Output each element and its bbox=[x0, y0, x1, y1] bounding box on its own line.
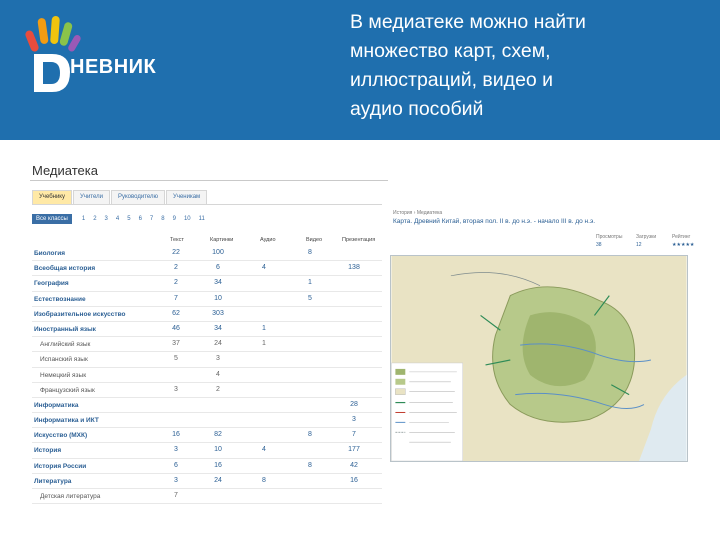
pager-grade-4[interactable]: 4 bbox=[115, 216, 120, 222]
meta-views bbox=[596, 234, 622, 248]
table-row bbox=[32, 261, 382, 276]
count-video[interactable]: 8 bbox=[308, 249, 312, 256]
audience-tabs bbox=[32, 190, 208, 204]
table-body bbox=[32, 246, 382, 504]
column-header-video: Видео bbox=[306, 237, 323, 243]
subject-link[interactable]: Литература bbox=[34, 477, 72, 485]
count-pres[interactable]: 7 bbox=[352, 431, 356, 439]
count-video[interactable]: 8 bbox=[308, 461, 312, 469]
count-images[interactable]: 3 bbox=[216, 355, 220, 363]
count-text[interactable]: 16 bbox=[172, 431, 180, 439]
count-images[interactable]: 303 bbox=[212, 309, 224, 317]
media-table bbox=[32, 236, 382, 504]
pager-grade-2[interactable]: 2 bbox=[93, 216, 97, 222]
table-row bbox=[32, 368, 382, 383]
count-images[interactable]: 16 bbox=[214, 461, 222, 469]
meta-label: Рейтинг bbox=[672, 234, 691, 240]
subject-link[interactable]: Искусство (МХК) bbox=[34, 432, 88, 440]
count-images[interactable]: 34 bbox=[214, 324, 222, 332]
legend-swatch bbox=[395, 389, 405, 395]
table-row bbox=[32, 489, 382, 504]
subject-link[interactable]: Французский язык bbox=[40, 386, 95, 394]
table-header bbox=[32, 236, 382, 246]
legend-swatch bbox=[395, 379, 405, 385]
pager-grade-1[interactable]: 1 bbox=[81, 216, 86, 222]
meta-value: ★★★★★ bbox=[672, 242, 695, 248]
meta-downloads bbox=[636, 234, 656, 248]
tab-uchebniku[interactable]: Учебнику bbox=[32, 190, 72, 204]
count-pres[interactable]: 177 bbox=[348, 446, 360, 454]
subject-link[interactable]: География bbox=[34, 280, 69, 288]
count-text[interactable]: 7 bbox=[174, 294, 178, 302]
table-row bbox=[32, 337, 382, 352]
subject-link[interactable]: Всеобщая история bbox=[34, 265, 96, 273]
count-text[interactable]: 3 bbox=[174, 446, 178, 454]
subject-link[interactable]: Биология bbox=[34, 250, 65, 257]
count-video[interactable]: 1 bbox=[308, 279, 312, 287]
count-pres[interactable]: 42 bbox=[350, 461, 358, 469]
pager-grade-7[interactable]: 7 bbox=[149, 216, 154, 222]
logo-wordmark: НЕВНИК bbox=[70, 56, 157, 78]
subject-link[interactable]: Информатика и ИКТ bbox=[34, 417, 99, 425]
subject-link[interactable]: Естествознание bbox=[34, 295, 86, 303]
count-text[interactable]: 5 bbox=[174, 355, 178, 363]
count-text[interactable]: 62 bbox=[172, 309, 180, 317]
table-row bbox=[32, 398, 382, 413]
count-pres[interactable]: 28 bbox=[350, 400, 358, 408]
table-row bbox=[32, 292, 382, 307]
divider bbox=[32, 204, 382, 205]
column-header-audio: Аудио bbox=[260, 237, 276, 243]
count-pres[interactable]: 138 bbox=[348, 264, 360, 272]
meta-value: 12 bbox=[636, 242, 642, 248]
count-text[interactable]: 3 bbox=[174, 476, 178, 484]
subject-link[interactable]: Детская литература bbox=[40, 493, 101, 500]
subject-link[interactable]: История России bbox=[34, 462, 87, 470]
count-video[interactable]: 8 bbox=[308, 431, 312, 439]
table-row bbox=[32, 428, 382, 443]
count-images[interactable]: 82 bbox=[214, 431, 222, 439]
table-row bbox=[32, 459, 382, 474]
map-title[interactable]: Карта. Древний Китай, вторая пол. II в. до н.э. - начало III в. до н.э. bbox=[393, 218, 596, 225]
count-text[interactable]: 7 bbox=[174, 492, 178, 499]
slide-tagline bbox=[350, 8, 710, 124]
count-images[interactable]: 6 bbox=[216, 264, 220, 272]
count-images[interactable]: 24 bbox=[214, 340, 222, 348]
pager-grade-11[interactable]: 11 bbox=[198, 216, 205, 222]
meta-label: Просмотры bbox=[596, 234, 623, 240]
subject-link[interactable]: Испанский язык bbox=[40, 356, 88, 364]
count-images[interactable]: 2 bbox=[216, 385, 220, 393]
tagline-line: В медиатеке можно найти bbox=[350, 11, 586, 33]
table-row bbox=[32, 307, 382, 322]
pager-grade-10[interactable]: 10 bbox=[183, 216, 191, 222]
table-row bbox=[32, 276, 382, 291]
count-images[interactable]: 4 bbox=[216, 370, 220, 378]
table-row bbox=[32, 413, 382, 428]
count-images[interactable]: 24 bbox=[214, 476, 222, 484]
pager-grade-9[interactable]: 9 bbox=[172, 216, 176, 222]
count-text[interactable]: 3 bbox=[174, 385, 178, 393]
count-text[interactable]: 22 bbox=[172, 249, 180, 256]
map-core-territory bbox=[523, 312, 596, 386]
map-card bbox=[390, 207, 702, 462]
count-audio[interactable]: 4 bbox=[262, 446, 266, 454]
tagline-line: иллюстраций, видео и bbox=[350, 69, 554, 91]
tab-teachers[interactable]: Учители bbox=[73, 190, 110, 204]
table-row bbox=[32, 443, 382, 458]
table-row bbox=[32, 246, 382, 261]
count-text[interactable]: 46 bbox=[172, 324, 180, 332]
count-images[interactable]: 10 bbox=[214, 446, 222, 454]
pager-all-grades[interactable]: Все классы bbox=[32, 214, 72, 224]
tab-managers[interactable]: Руководителю bbox=[111, 190, 165, 204]
count-images[interactable]: 34 bbox=[214, 279, 222, 287]
tab-students[interactable]: Ученикам bbox=[166, 190, 207, 204]
pager-grade-8[interactable]: 8 bbox=[161, 216, 165, 222]
count-audio[interactable]: 4 bbox=[262, 264, 266, 272]
pager-grade-5[interactable]: 5 bbox=[127, 216, 131, 222]
count-video[interactable]: 5 bbox=[308, 294, 312, 302]
count-images[interactable]: 10 bbox=[214, 294, 222, 302]
divider bbox=[30, 180, 388, 181]
subject-link[interactable]: Изобразительное искусство bbox=[34, 310, 126, 318]
column-header-presentation: Презентация bbox=[342, 237, 376, 243]
subject-link[interactable]: Иностранный язык bbox=[34, 325, 96, 333]
meta-value: 38 bbox=[596, 242, 602, 248]
table-row bbox=[32, 474, 382, 489]
pager-grade-6[interactable]: 6 bbox=[138, 216, 142, 222]
count-pres[interactable]: 16 bbox=[350, 476, 358, 484]
table-row bbox=[32, 383, 382, 398]
count-pres[interactable]: 3 bbox=[352, 416, 356, 424]
meta-label: Загрузки bbox=[636, 234, 657, 240]
subject-link[interactable]: Информатика bbox=[34, 401, 79, 409]
legend-swatch bbox=[395, 369, 405, 375]
table-row bbox=[32, 322, 382, 337]
breadcrumb[interactable]: История › Медиатека bbox=[393, 210, 443, 216]
subject-link[interactable]: Немецкий язык bbox=[40, 371, 87, 379]
tagline-line: аудио пособий bbox=[350, 98, 484, 120]
table-row bbox=[32, 352, 382, 367]
count-text[interactable]: 2 bbox=[174, 279, 178, 287]
subject-link[interactable]: Английский язык bbox=[40, 341, 91, 349]
ancient-china-map[interactable] bbox=[390, 255, 688, 462]
count-text[interactable]: 2 bbox=[174, 264, 178, 272]
tagline-line: множество карт, схем, bbox=[350, 40, 551, 62]
count-audio[interactable]: 1 bbox=[262, 324, 266, 332]
count-text[interactable]: 37 bbox=[172, 340, 180, 348]
count-text[interactable]: 6 bbox=[174, 461, 178, 469]
grade-pager bbox=[32, 213, 213, 225]
column-header-images: Картинки bbox=[210, 237, 234, 243]
column-header-text: Текст bbox=[170, 237, 184, 243]
count-audio[interactable]: 1 bbox=[262, 340, 266, 348]
count-audio[interactable]: 8 bbox=[262, 476, 266, 484]
meta-rating bbox=[672, 234, 694, 248]
count-images[interactable]: 100 bbox=[212, 249, 224, 256]
pager-grade-3[interactable]: 3 bbox=[104, 216, 108, 222]
subject-link[interactable]: История bbox=[34, 447, 62, 455]
library-title: Медиатека bbox=[32, 163, 98, 178]
header-banner bbox=[0, 0, 720, 140]
